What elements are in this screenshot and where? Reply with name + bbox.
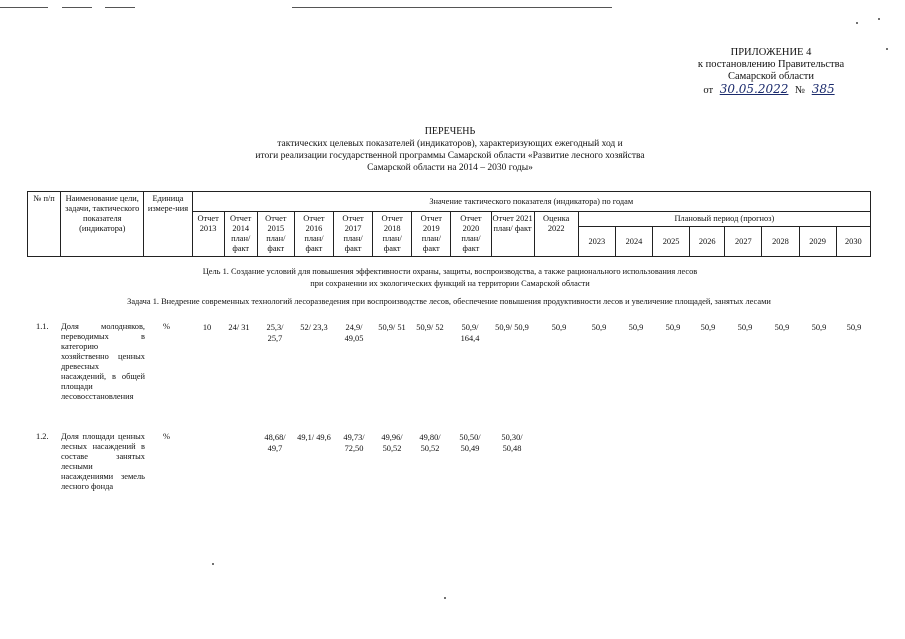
header-report-2016: Отчет 2016 план/ факт [294,212,333,257]
appendix-title: ПРИЛОЖЕНИЕ 4 [730,47,812,58]
header-plan-2025: 2025 [653,227,690,257]
scan-dot [856,22,858,24]
header-num: № п/п [28,192,61,257]
row-value: 50,9 [551,323,567,332]
row-number: 1.1. [36,322,49,331]
row-value: 25,3/ 25,7 [266,323,284,343]
header-report-2015: Отчет 2015 план/ факт [257,212,294,257]
row-name: Доля молодняков, переводимых в категорию хозяйственно ценных древесных насаждений, в общей площади лесовосстановления [61,322,145,401]
row-value: 49,96/ 50,52 [381,433,403,453]
handwritten-number: 385 [811,82,835,96]
appendix-date-line [681,83,861,97]
row-value: 50,9/ 164,4 [460,323,480,343]
row-value: 50,9 [665,323,681,332]
row-value: 49,80/ 50,52 [419,433,441,453]
header-unit: Единица измере-ния [144,192,192,257]
goal-line-1: Цель 1. Создание условий для повышения эффективности охраны, защиты, воспроизводства, а также рационального использования лесов [202,267,698,276]
header-report-2019: Отчет 2019 план/ факт [412,212,451,257]
row-value: 50,9 [737,323,753,332]
row-value: 50,9/ 50,9 [495,323,529,332]
row-number: 1.2. [36,432,49,441]
row-value: 50,9/ 52 [416,323,444,332]
scan-dot [878,18,880,20]
title-main: ПЕРЕЧЕНЬ [424,126,476,137]
header-plan-2028: 2028 [762,227,799,257]
scan-line [0,7,48,8]
header-report-2013: Отчет 2013 [192,212,224,257]
header-plan-2027: 2027 [725,227,762,257]
header-plan-group: Плановый период (прогноз) [578,212,870,227]
scan-line [62,7,92,8]
scan-line [105,7,135,8]
goal-text [90,266,810,290]
row-unit: % [163,322,170,331]
row-value: 50,50/ 50,49 [459,433,481,453]
scan-line [292,7,612,8]
header-value-group: Значение тактического показателя (индикатора) по годам [192,192,870,212]
row-value: 50,30/ 50,48 [501,433,523,453]
row-value: 49,1/ 49,6 [297,433,331,442]
appendix-ref: к постановлению Правительства [697,59,845,70]
header-plan-2024: 2024 [615,227,652,257]
row-value: 49,73/ 72,50 [343,433,365,453]
number-label: № [795,85,806,96]
document-title [150,126,750,174]
row-value: 48,68/ 49,7 [264,433,286,453]
row-value: 50,9 [591,323,607,332]
appendix-region: Самарской области [728,71,814,82]
header-plan-2023: 2023 [578,227,615,257]
header-report-2021: Отчет 2021 план/ факт [491,212,534,257]
header-plan-2029: 2029 [799,227,836,257]
title-line-1: тактических целевых показателей (индикаторов), характеризующих ежегодный ход и [277,139,623,149]
row-value: 10 [202,323,212,332]
task-text: Задача 1. Внедрение современных технологий лесоразведения при воспроизводстве лесов, обеспечение повышения продуктивности лесов и увеличение площадей, занятых лесами [127,297,771,306]
indicator-header-table [27,191,871,257]
header-report-2014: Отчет 2014 план/ факт [224,212,257,257]
row-value: 50,9 [628,323,644,332]
row-value: 50,9 [846,323,862,332]
goal-line-2: при сохранении их экологических функций на территории Самарской области [310,279,590,288]
row-value: 24/ 31 [228,323,250,332]
scan-dot [212,563,214,565]
header-report-2020: Отчет 2020 план/ факт [451,212,491,257]
title-line-2: итоги реализации государственной программы Самарской области «Развитие лесного хозяйства [255,151,645,161]
header-plan-2026: 2026 [690,227,725,257]
header-report-2017: Отчет 2017 план/ факт [334,212,373,257]
row-value: 50,9/ 51 [378,323,406,332]
from-label: от [703,85,714,96]
title-line-3: Самарской области на 2014 – 2030 годы» [367,163,533,173]
header-plan-2030: 2030 [836,227,870,257]
header-name: Наименование цели, задачи, тактического показателя (индикатора) [61,192,144,257]
header-estimate-2022: Оценка 2022 [534,212,578,257]
scan-dot [444,597,446,599]
row-unit: % [163,432,170,441]
appendix-block [681,47,861,97]
handwritten-date: 30.05.2022 [719,82,789,96]
row-value: 50,9 [700,323,716,332]
row-value: 24,9/ 49,05 [344,323,364,343]
row-name: Доля площади ценных лесных насаждений в составе занятых лесными насаждениями земель лесного фонда [61,432,145,491]
header-report-2018: Отчет 2018 план/ факт [373,212,412,257]
row-value: 50,9 [774,323,790,332]
row-value: 50,9 [811,323,827,332]
row-value: 52/ 23,3 [300,323,328,332]
scan-dot [886,48,888,50]
